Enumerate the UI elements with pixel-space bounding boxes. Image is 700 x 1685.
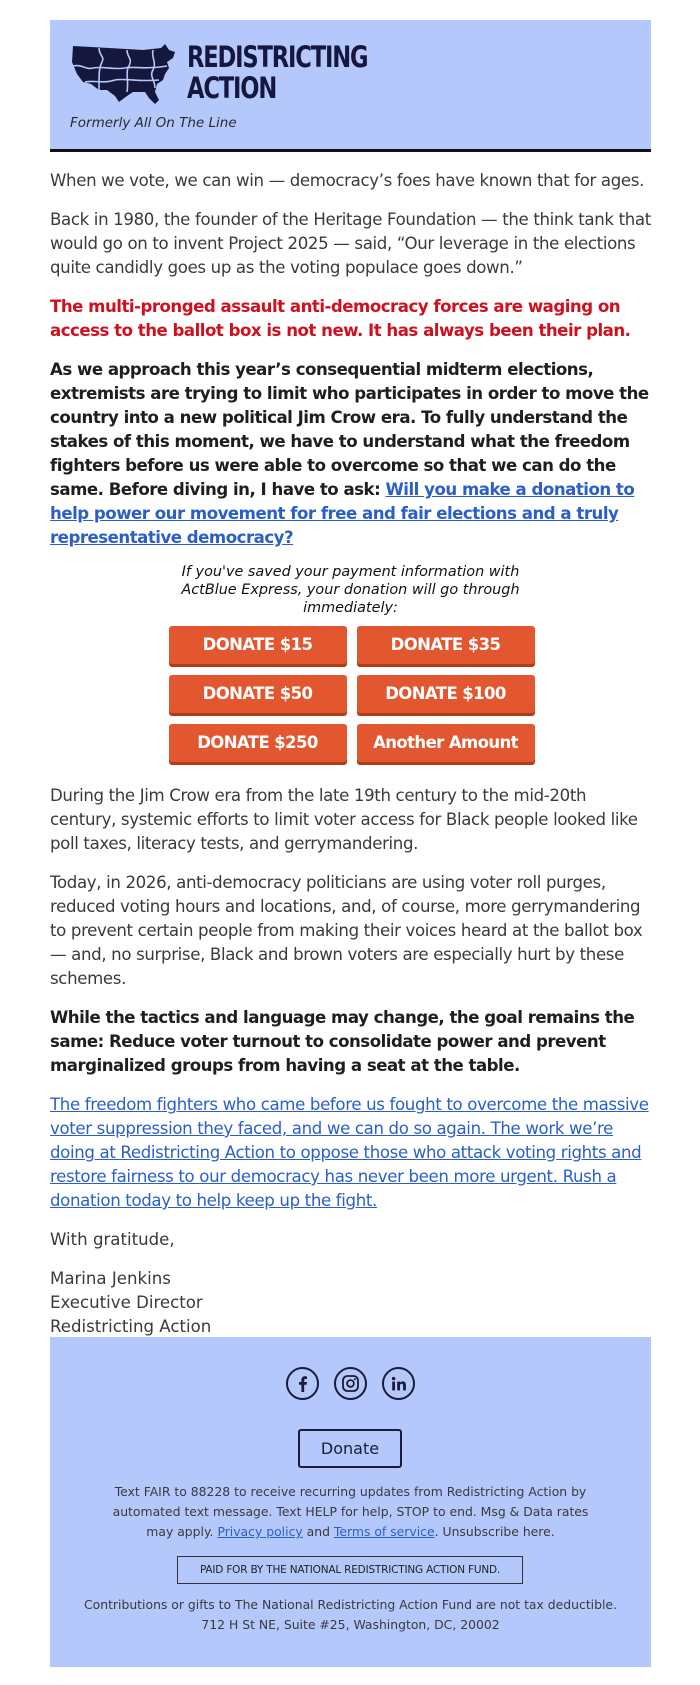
donate-250-button[interactable]: DONATE $250 <box>169 724 347 762</box>
and-text: and <box>302 1524 334 1539</box>
privacy-policy-link[interactable]: Privacy policy <box>217 1524 303 1539</box>
donate-50-button[interactable]: DONATE $50 <box>169 675 347 713</box>
email-body <box>50 169 651 1339</box>
paid-for-disclaimer: PAID FOR BY THE NATIONAL REDISTRICTING ACTION FUND. <box>177 1556 523 1584</box>
signature-block <box>50 1267 651 1339</box>
donation-ask-link[interactable]: Will you make a donation to help power our movement for free and fair elections and a truly representative democracy? <box>50 480 635 547</box>
instagram-icon[interactable] <box>334 1367 367 1400</box>
paragraph-4 <box>50 358 651 550</box>
linkedin-icon[interactable] <box>382 1367 415 1400</box>
email-container <box>50 20 651 1339</box>
paragraph-8 <box>50 1093 651 1213</box>
logo-line-1: REDISTRICTING <box>187 40 368 74</box>
donate-100-button[interactable]: DONATE $100 <box>357 675 535 713</box>
footer-donate-button[interactable]: Donate <box>298 1429 402 1468</box>
sms-disclaimer <box>110 1482 591 1542</box>
actblue-express-note: If you've saved your payment information with ActBlue Express, your donation will go through immediately: <box>181 564 520 616</box>
paragraph-6: Today, in 2026, anti-democracy politicians are using voter roll purges, reduced voting hours and locations, and, of course, more gerrymandering to prevent certain people from making their voices heard at the ballot box — and, no surprise, Black and brown voters are especially hurt by these schemes. <box>50 873 643 988</box>
unsubscribe-text[interactable]: . Unsubscribe here. <box>434 1524 555 1539</box>
logo-line-2: ACTION <box>187 71 277 105</box>
signature-org: Redistricting Action <box>50 1317 212 1336</box>
paragraph-7: While the tactics and language may change, the goal remains the same: Reduce voter turnout to consolidate power and prevent marginalized groups from having a seat at the table. <box>50 1008 635 1075</box>
paragraph-5: During the Jim Crow era from the late 19th century to the mid-20th century, systemic efforts to limit voter access for Black people looked like poll taxes, literacy tests, and gerrymandering. <box>50 786 638 853</box>
paragraph-1: When we vote, we can win — democracy’s foes have known that for ages. <box>50 171 645 190</box>
email-header <box>50 20 651 152</box>
mailing-address: 712 H St NE, Suite #25, Washington, DC, 20002 <box>201 1617 500 1632</box>
paragraph-4-text: As we approach this year’s consequential midterm elections, extremists are trying to limit who participates in order to move the country into a new political Jim Crow era. To fully understand the stakes of this moment, we have to understand what the freedom fighters before us were able to overcome so that we can do the same. Before diving in, I have to ask: <box>50 360 649 499</box>
donate-button-grid <box>169 626 533 762</box>
signature-name: Marina Jenkins <box>50 1269 171 1288</box>
formerly-tagline: Formerly All On The Line <box>70 115 237 131</box>
donate-35-button[interactable]: DONATE $35 <box>357 626 535 664</box>
facebook-icon[interactable] <box>286 1367 319 1400</box>
logo-wordmark <box>187 42 367 104</box>
paragraph-2: Back in 1980, the founder of the Heritage Foundation — the think tank that would go on to invent Project 2025 — said, “Our leverage in the elections quite candidly goes up as the voting populace goes down.” <box>50 210 651 277</box>
contributions-text: Contributions or gifts to The National Redistricting Action Fund are not tax deductible. <box>83 1597 617 1612</box>
paragraph-3-red: The multi-pronged assault anti-democracy forces are waging on access to the ballot box is not new. It has always been their plan. <box>50 297 631 340</box>
email-footer <box>50 1337 651 1667</box>
donate-15-button[interactable]: DONATE $15 <box>169 626 347 664</box>
terms-of-service-link[interactable]: Terms of service <box>333 1524 435 1539</box>
donate-other-amount-button[interactable]: Another Amount <box>357 724 535 762</box>
signoff: With gratitude, <box>50 1230 175 1249</box>
donation-urgent-link[interactable]: The freedom fighters who came before us fought to overcome the massive voter suppression they faced, and we can do so again. The work we’re doing at Redistricting Action to oppose those who attack voting rights and restore fairness to our democracy has never been more urgent. Rush a donation today to help keep up the fight. <box>50 1095 649 1210</box>
social-links <box>50 1367 651 1400</box>
us-map-puzzle-logo-icon <box>69 40 179 106</box>
sms-text: Text FAIR to 88228 to receive recurring updates from Redistricting Action by automated text message. Text HELP for help, STOP to end. Msg & Data rates may apply. <box>112 1484 589 1539</box>
signature-title: Executive Director <box>50 1293 203 1312</box>
contributions-disclaimer <box>70 1595 631 1635</box>
